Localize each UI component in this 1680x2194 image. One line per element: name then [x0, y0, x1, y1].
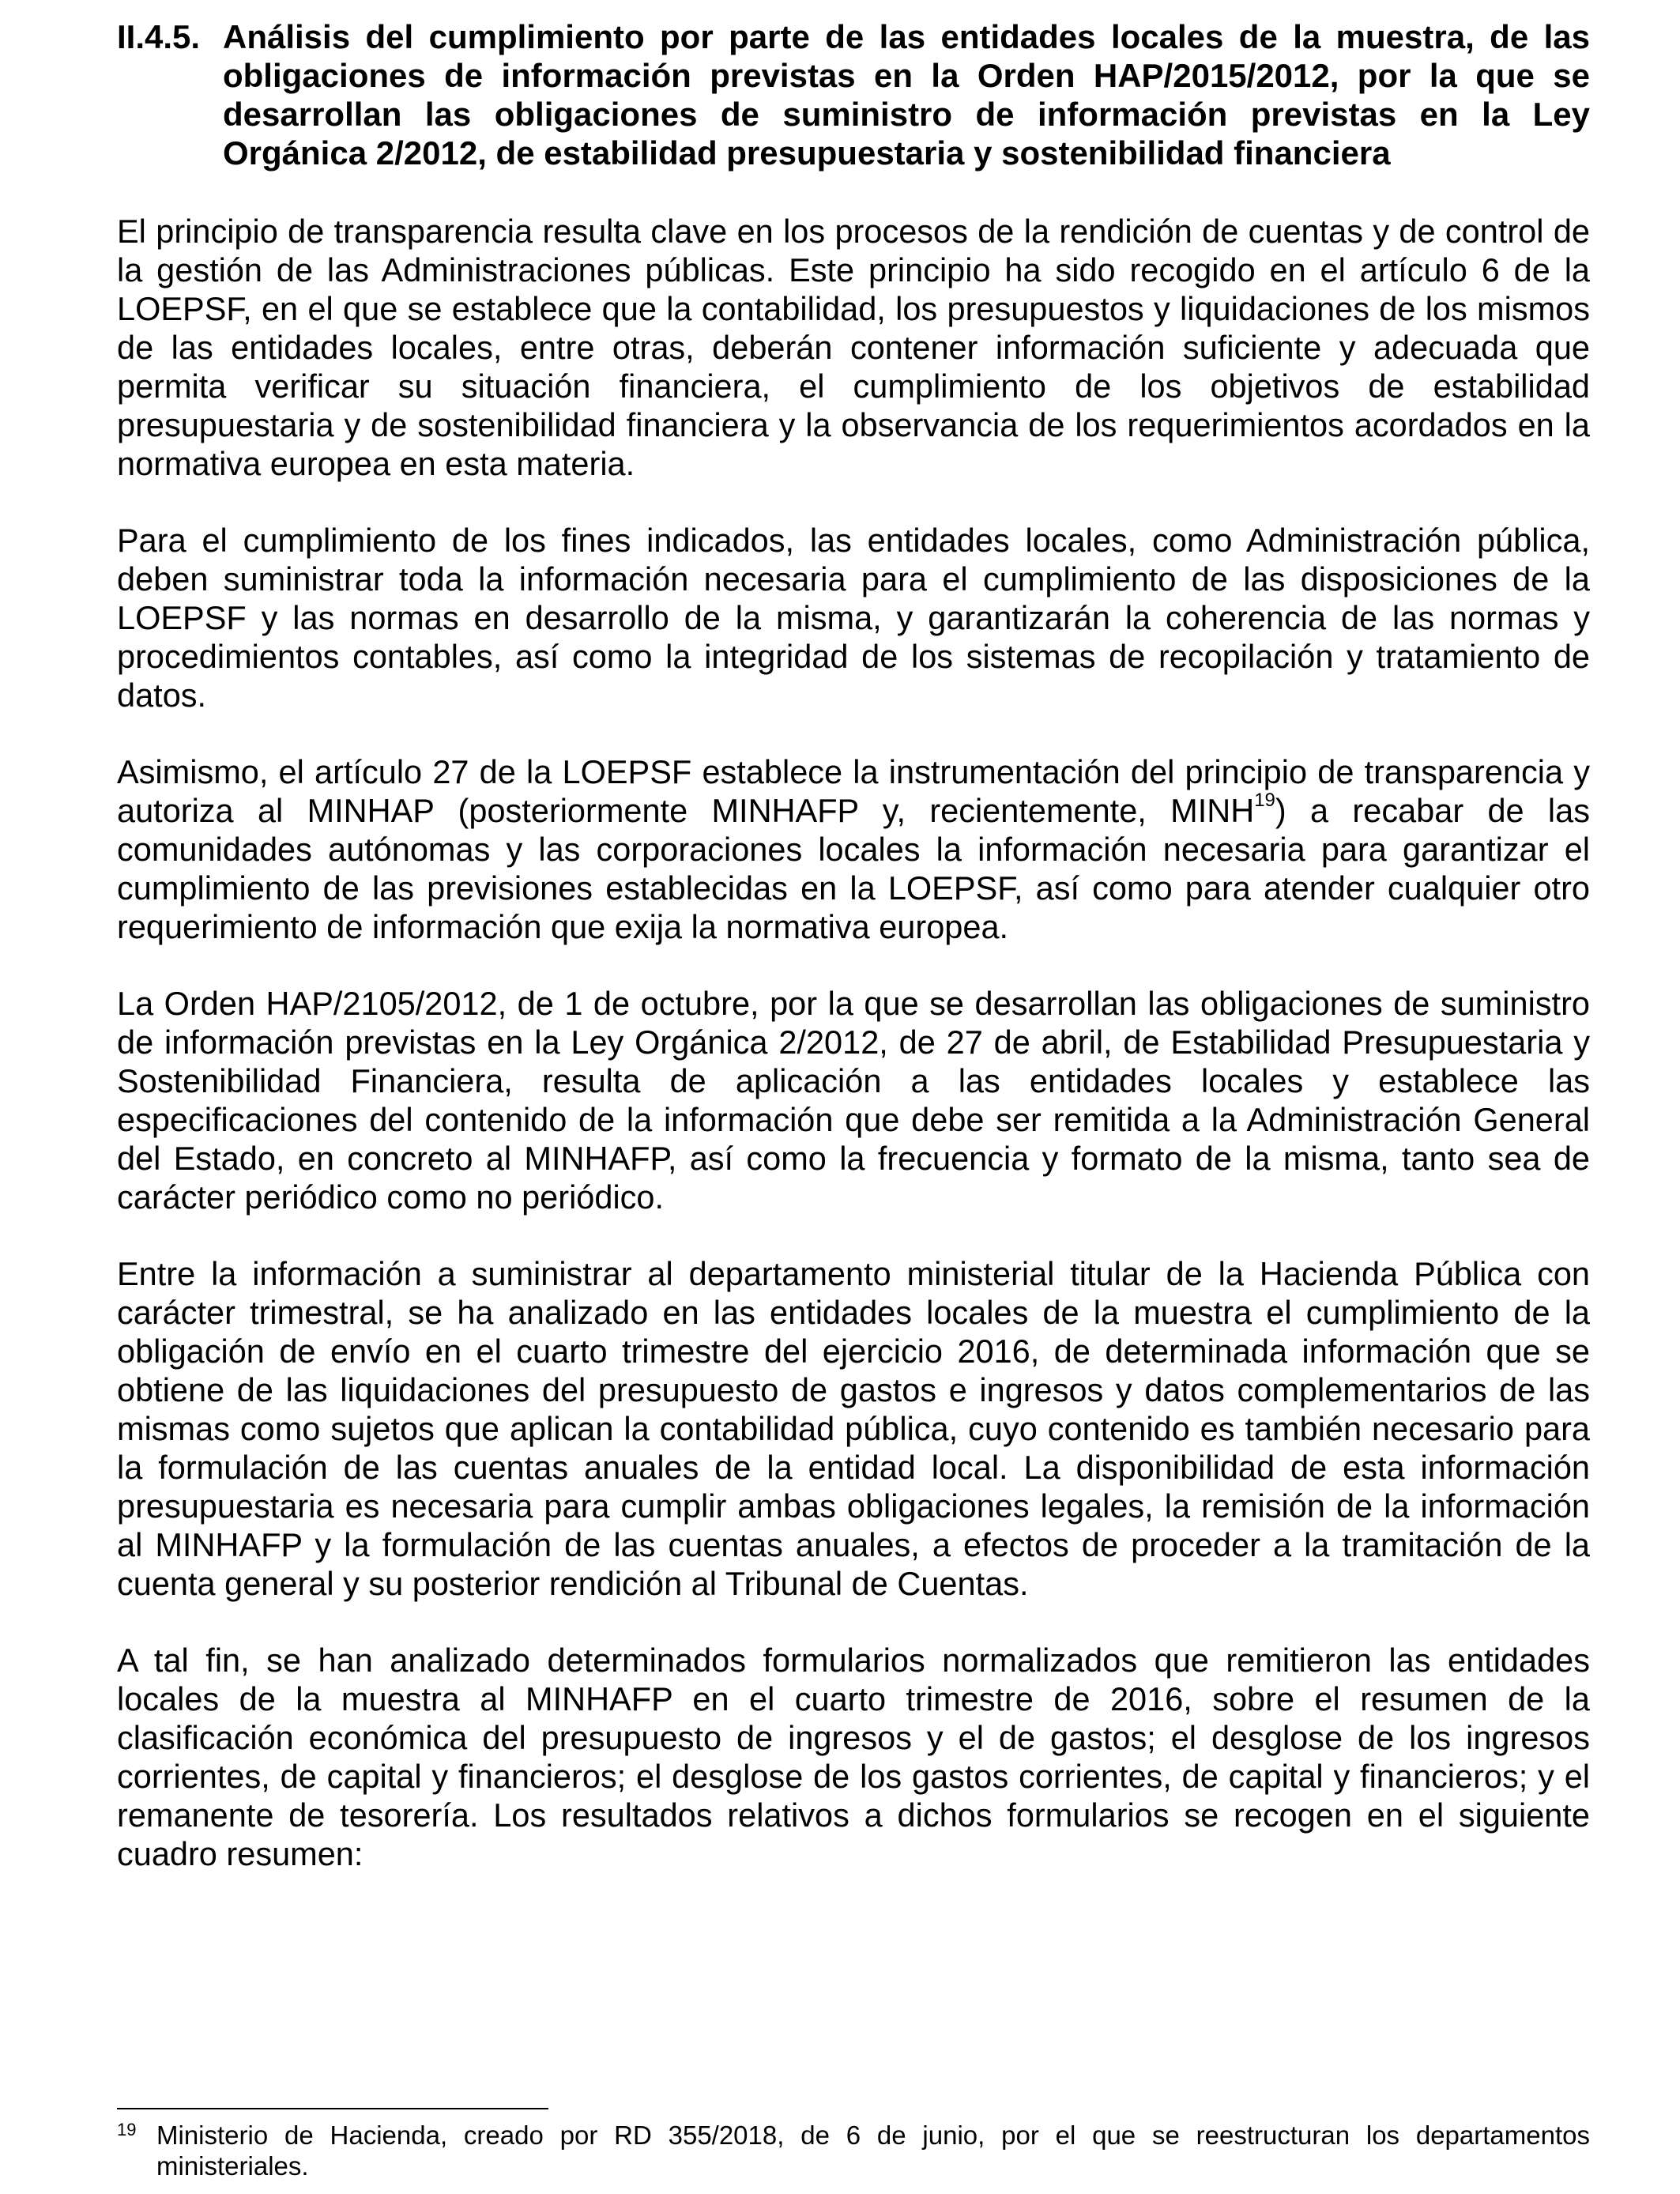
paragraph-1: El principio de transparencia resulta clave en los procesos de la rendición de cuentas y de control de la gestión de las Administraciones públicas. Este principio ha sido recogido en el artículo 6 de la LOEPSF, en el que se establece que la contabilidad, los presupuestos y liquidaciones de los mismos de las entidades locales, entre otras, deberán contener información suficiente y adecuada que permita verificar su situación financiera, el cumplimiento de los objetivos de estabilidad presupuestaria y de sostenibilidad financiera y la observancia de los requerimientos acordados en la normativa europea en esta materia. — [117, 213, 1590, 482]
paragraph-2: Para el cumplimiento de los fines indicados, las entidades locales, como Administración pública, deben suministrar toda la información necesaria para el cumplimiento de las disposiciones de la LOEPSF y las normas en desarrollo de la misma, y garantizarán la coherencia de las normas y procedimientos contables, así como la integridad de los sistemas de recopilación y tratamiento de datos. — [117, 522, 1590, 714]
paragraph-4: La Orden HAP/2105/2012, de 1 de octubre, por la que se desarrollan las obligaciones de suministro de información previstas en la Ley Orgánica 2/2012, de 27 de abril, de Estabilidad Presupuestaria y Sostenibilidad Financiera, resulta de aplicación a las entidades locales y establece las especificaciones del contenido de la información que debe ser remitida a la Administración General del Estado, en concreto al MINHAFP, así como la frecuencia y formato de la misma, tanto sea de carácter periódico como no periódico. — [117, 985, 1590, 1216]
footnote-reference[interactable]: 19 — [1254, 790, 1275, 811]
footnote — [117, 2120, 1590, 2181]
footnote-text: Ministerio de Hacienda, creado por RD 355/2018, de 6 de junio, por el que se reestructuran los departamentos ministeriales. — [156, 2120, 1590, 2181]
paragraph-3-text-end: ) a recabar de las comunidades autónomas y las corporaciones locales la información necesaria para garantizar el cumplimiento de las previsiones establecidas en la LOEPSF, así como para atender cualquier otro requerimiento de información que exija la normativa europea. — [117, 792, 1590, 945]
paragraph-3 — [117, 752, 1590, 946]
section-number: II.4.5. — [117, 18, 201, 55]
paragraph-3-text-start: Asimismo, el artículo 27 de la LOEPSF establece la instrumentación del principio de transparencia y autoriza al MINHAP (posteriormente MINHAFP y, recientemente, MINH — [117, 753, 1590, 829]
body-text — [117, 212, 1590, 1873]
footnote-number: 19 — [117, 2120, 137, 2139]
footnote-separator — [117, 2108, 548, 2109]
section-title: Análisis del cumplimiento por parte de las entidades locales de la muestra, de las obligaciones de información previstas en la Orden HAP/2015/2012, por la que se desarrollan las obligaciones de suministro de información previstas en la Ley Orgánica 2/2012, de estabilidad presupuestaria y sostenibilidad financiera — [223, 18, 1590, 172]
paragraph-6: A tal fin, se han analizado determinados formularios normalizados que remitieron las entidades locales de la muestra al MINHAFP en el cuarto trimestre de 2016, sobre el resumen de la clasificación económica del presupuesto de ingresos y el de gastos; el desglose de los ingresos corrientes, de capital y financieros; el desglose de los gastos corrientes, de capital y financieros; y el remanente de tesorería. Los resultados relativos a dichos formularios se recogen en el siguiente cuadro resumen: — [117, 1642, 1590, 1872]
section-heading — [117, 17, 1590, 172]
paragraph-5: Entre la información a suministrar al departamento ministerial titular de la Hacienda Pública con carácter trimestral, se ha analizado en las entidades locales de la muestra el cumplimiento de la obligación de envío en el cuarto trimestre del ejercicio 2016, de determinada información que se obtiene de las liquidaciones del presupuesto de gastos e ingresos y datos complementarios de las mismas como sujetos que aplican la contabilidad pública, cuyo contenido es también necesario para la formulación de las cuentas anuales de la entidad local. La disponibilidad de esta información presupuestaria es necesaria para cumplir ambas obligaciones legales, la remisión de la información al MINHAFP y la formulación de las cuentas anuales, a efectos de proceder a la tramitación de la cuenta general y su posterior rendición al Tribunal de Cuentas. — [117, 1255, 1590, 1602]
